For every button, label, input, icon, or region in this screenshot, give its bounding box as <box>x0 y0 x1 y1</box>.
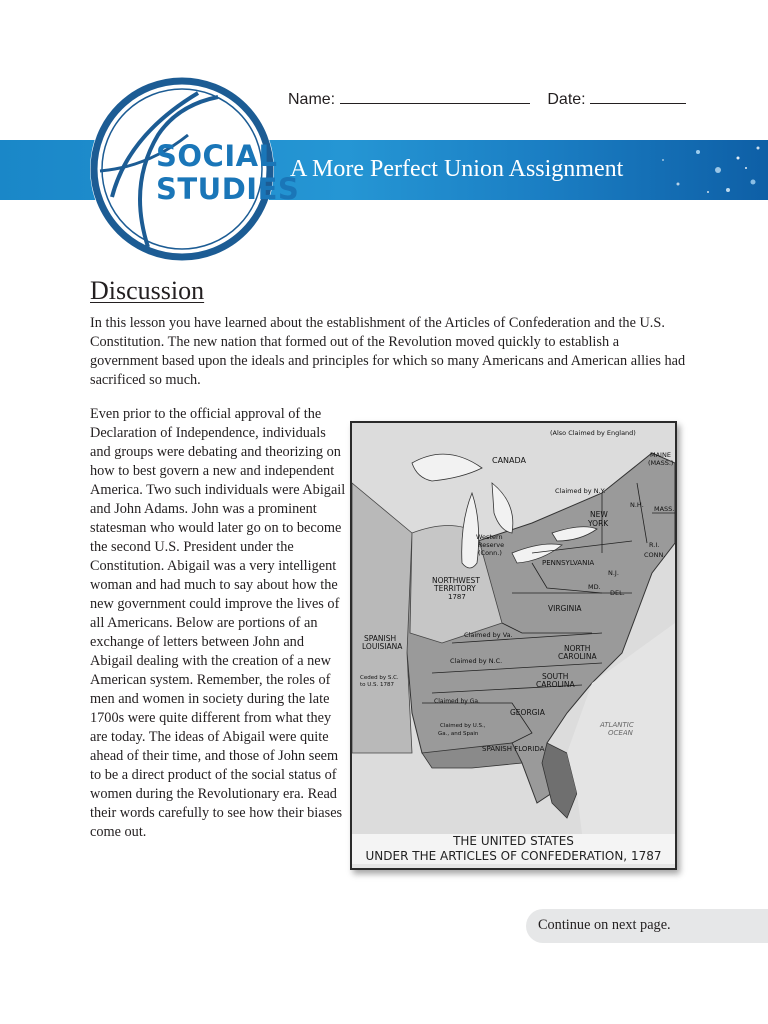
map-label: Western <box>476 533 503 541</box>
map-label: MAINE <box>650 451 671 459</box>
map-label: YORK <box>588 519 609 528</box>
historical-map <box>350 421 677 870</box>
map-label: PENNSYLVANIA <box>542 559 595 567</box>
map-label: NORTHWEST <box>432 576 480 585</box>
logo-text-social: SOCIAL <box>156 139 278 173</box>
name-field[interactable] <box>340 89 530 104</box>
continue-label: Continue on next page. <box>538 917 671 933</box>
map-label: NORTH <box>564 644 591 653</box>
name-label: Name: <box>288 91 336 108</box>
map-label: SPANISH <box>364 634 397 643</box>
map-label: 1787 <box>448 593 466 601</box>
assignment-title: A More Perfect Union Assignment <box>290 156 624 182</box>
map-image <box>352 423 675 834</box>
map-label: (MASS.) <box>648 459 674 467</box>
map-label: Claimed by Va. <box>464 631 513 639</box>
map-label: N.H. <box>630 501 644 509</box>
map-label: Claimed by U.S., <box>440 723 486 729</box>
map-label: CAROLINA <box>558 652 597 661</box>
map-label: DEL. <box>610 589 625 597</box>
map-caption-line1: THE UNITED STATES <box>453 834 574 848</box>
map-label: NEW <box>590 510 608 519</box>
map-label: Claimed by N.Y. <box>555 487 606 495</box>
logo-text-studies: STUDIES <box>156 172 300 206</box>
map-label: SOUTH <box>542 672 569 681</box>
map-label: R.I. <box>649 541 660 549</box>
map-label: Claimed by N.C. <box>450 657 503 665</box>
map-label: CONN. <box>644 551 666 559</box>
map-label: MD. <box>588 583 601 591</box>
map-label: Ceded by S.C. <box>360 675 399 681</box>
map-label: VIRGINIA <box>548 604 582 613</box>
map-label: CAROLINA <box>536 680 575 689</box>
map-label: SPANISH FLORIDA <box>482 745 545 753</box>
map-label: LOUISIANA <box>362 642 403 651</box>
body-paragraph: Even prior to the official approval of the Declaration of Independence, individuals and groups were debating and theorizing on how to best govern a new and independent America. Two such individuals were Abigail and John Adams. John was a prominent statesman who would later go on to become the second U.S. President under the Constitution. Abigail was a very intelligent woman and had much to say about how the new government could improve the lives of all Americans. Below are portions of an exchange of letters between John and Abigail dealing with the creation of a new American system. Remember, the roles of men and women in society during the late 1700s were quite different from what they are today. The ideas of Abigail were quite ahead of their time, and those of John seem to be a direct product of the social status of women during the Revolutionary era. Read their words carefully to see how their biases come out. <box>90 406 346 840</box>
map-label: (Also Claimed by England) <box>550 429 636 437</box>
map-caption-line2: UNDER THE ARTICLES OF CONFEDERATION, 1787 <box>365 849 662 863</box>
intro-paragraph: In this lesson you have learned about the establishment of the Articles of Confederation and the U.S. Constitution. The new nation that formed out of the Revolution moved quickly to establish a government based upon the ideals and principles for which so many Americans and American allies had sacrificed so much. <box>90 315 686 388</box>
map-label: TERRITORY <box>434 584 476 593</box>
map-label: N.J. <box>608 569 619 577</box>
map-label: MASS. <box>654 505 675 513</box>
map-label: OCEAN <box>608 729 633 737</box>
continue-button[interactable] <box>526 909 768 943</box>
map-label: Claimed by Ga. <box>434 698 480 705</box>
map-label: ATLANTIC <box>600 721 634 729</box>
map-label: (Conn.) <box>478 549 502 557</box>
map-label: to U.S. 1787 <box>360 682 395 688</box>
map-label: CANADA <box>492 456 527 465</box>
map-label: Reserve <box>478 541 505 549</box>
map-label: GEORGIA <box>510 708 545 717</box>
section-heading: Discussion <box>90 276 205 305</box>
name-date-line <box>288 89 686 109</box>
map-caption <box>352 834 675 864</box>
date-label: Date: <box>547 91 586 108</box>
date-field[interactable] <box>590 89 686 104</box>
map-label: Ga., and Spain <box>438 731 479 737</box>
